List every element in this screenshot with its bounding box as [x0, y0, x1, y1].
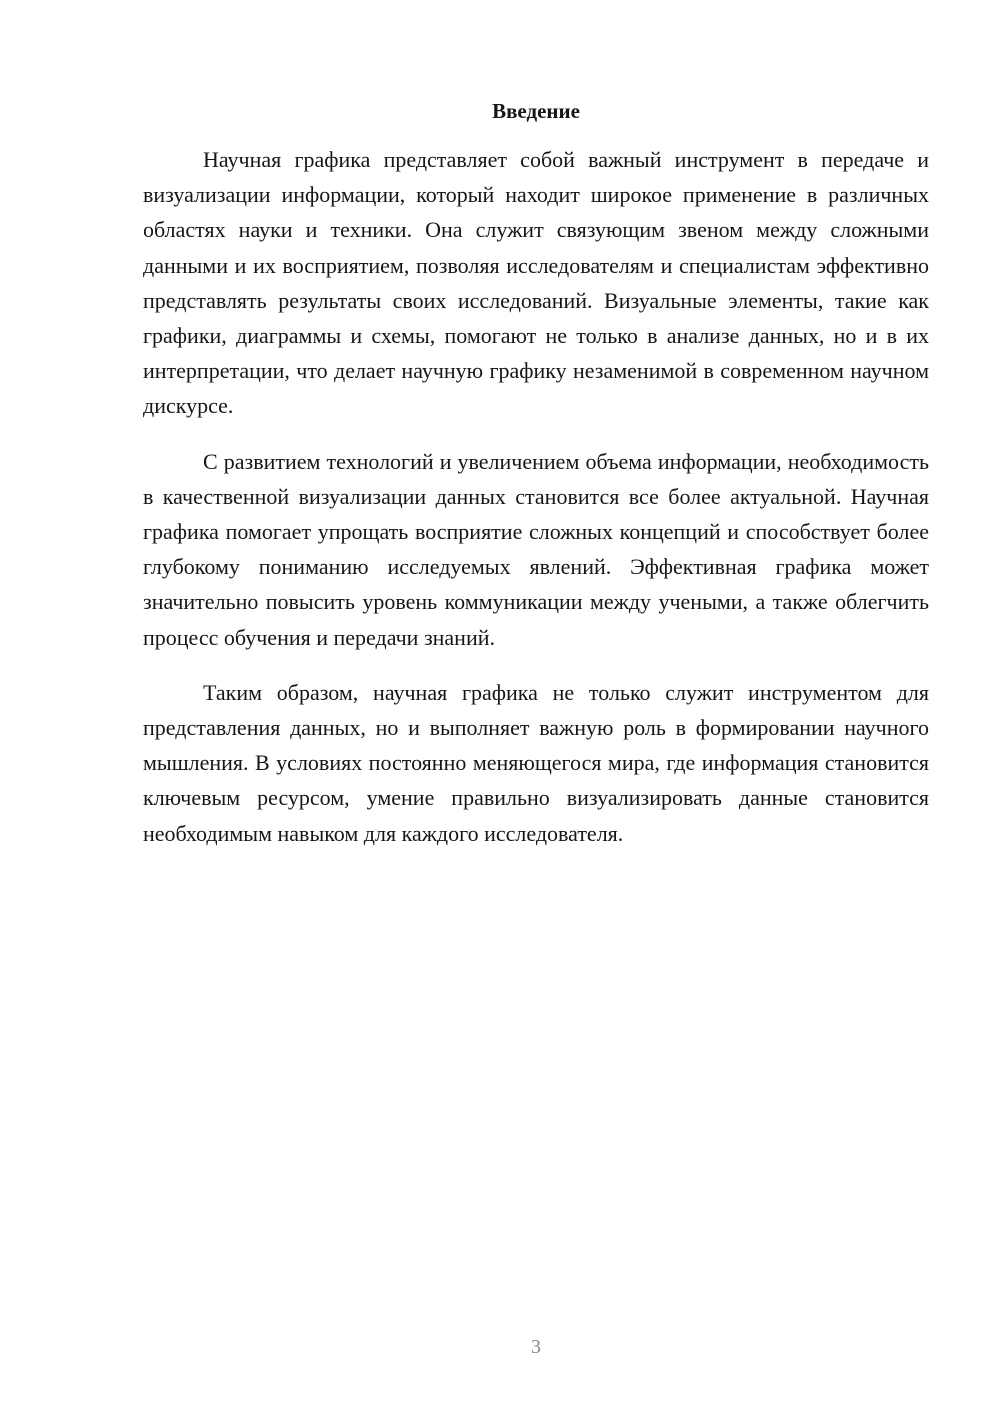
paragraph-3: Таким образом, научная графика не только служит инструментом для представления данных, но и выполняет важную роль в формировании научного мышления. В условиях постоянно меняющегося мира, где информация становится ключевым ресурсом, умение правильно визуализировать данные становится необходимым навыком для каждого исследователя.: [143, 679, 929, 846]
page-number: 3: [531, 1336, 541, 1358]
paragraph-1: Научная графика представляет собой важный инструмент в передаче и визуализации информации, который находит широкое применение в различных областях науки и техники. Она служит связующим звеном между сложными данными и их восприятием, позволяя исследователям и специалистам эффективно представлять результаты своих исследований. Визуальные элементы, такие как графики, диаграммы и схемы, помогают не только в анализе данных, но и в их интерпретации, что делает научную графику незаменимой в современном научном дискурсе.: [143, 147, 929, 419]
section-heading: Введение: [492, 99, 580, 123]
body-text: [143, 142, 929, 871]
paragraph-2: С развитием технологий и увеличением объема информации, необходимость в качественной визуализации данных становится все более актуальной. Научная графика помогает упрощать восприятие сложных концепций и способствует более глубокому пониманию исследуемых явлений. Эффективная графика может значительно повысить уровень коммуникации между учеными, а также облегчить процесс обучения и передачи знаний.: [143, 448, 929, 650]
